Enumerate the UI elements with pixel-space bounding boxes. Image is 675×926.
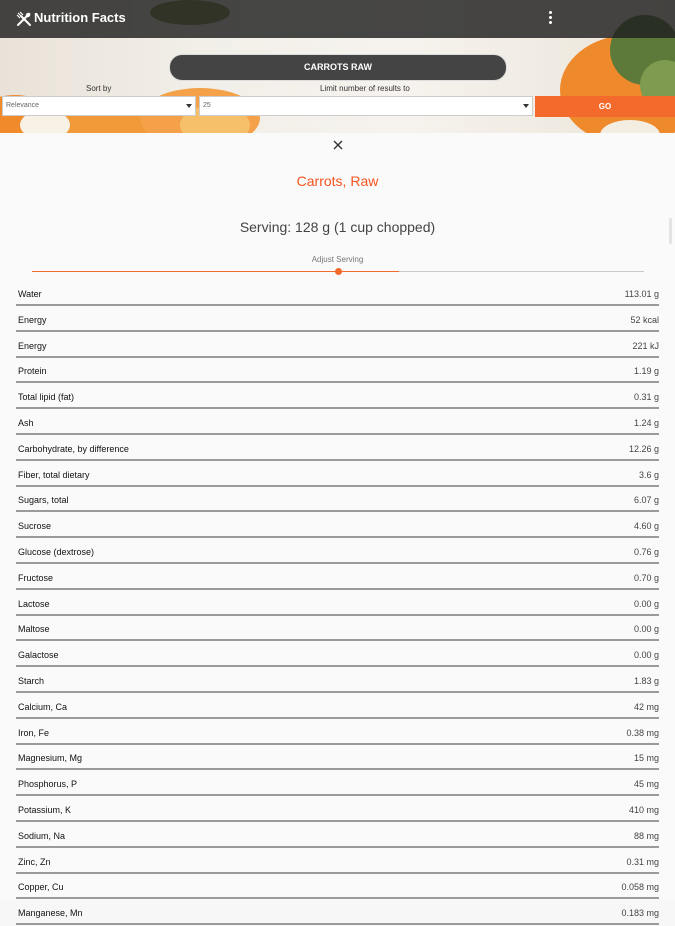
- limit-value: 25: [203, 102, 211, 109]
- nutrient-name: Energy: [18, 340, 47, 351]
- nutrient-row: [16, 668, 659, 693]
- scrollbar[interactable]: [669, 218, 672, 244]
- nutrient-row: [16, 720, 659, 745]
- nutrient-list: [16, 281, 659, 926]
- nutrient-row: [16, 281, 659, 306]
- nutrient-name: Zinc, Zn: [18, 856, 51, 867]
- slider-thumb[interactable]: [335, 268, 342, 275]
- nutrient-row: [16, 591, 659, 616]
- nutrient-value: 1.24 g: [633, 417, 659, 428]
- limit-select[interactable]: [199, 96, 533, 116]
- nutrient-row: [16, 642, 659, 667]
- nutrient-name: Potassium, K: [18, 804, 72, 815]
- nutrition-detail-panel: [0, 133, 675, 919]
- nutrient-value: 0.31 g: [633, 392, 659, 403]
- go-button[interactable]: GO: [535, 96, 675, 117]
- nutrient-value: 88 mg: [633, 830, 659, 841]
- sort-select[interactable]: [2, 96, 196, 116]
- header-background: [0, 0, 675, 133]
- sort-label: Sort by: [86, 84, 112, 93]
- nutrient-value: 42 mg: [633, 701, 659, 712]
- adjust-serving-label: Adjust Serving: [311, 255, 364, 264]
- slider-fill: [32, 271, 399, 272]
- sort-value: Relevance: [6, 102, 40, 109]
- nutrient-row: [16, 410, 659, 435]
- nutrient-value: 3.6 g: [638, 469, 659, 480]
- nutrient-value: 410 mg: [628, 804, 659, 815]
- nutrient-value: 45 mg: [633, 779, 659, 790]
- nutrient-row: [16, 358, 659, 383]
- food-title: Carrots, Raw: [296, 173, 379, 189]
- nutrient-value: 0.70 g: [633, 572, 659, 583]
- nutrient-row: [16, 900, 659, 925]
- nutrient-name: Total lipid (fat): [18, 392, 75, 403]
- nutrient-row: [16, 823, 659, 848]
- nutrient-row: [16, 333, 659, 358]
- serving-text: Serving: 128 g (1 cup chopped): [239, 219, 436, 235]
- nutrient-value: 12.26 g: [628, 443, 659, 454]
- nutrient-name: Glucose (dextrose): [18, 546, 95, 557]
- nutrient-row: [16, 384, 659, 409]
- serving-slider[interactable]: [32, 267, 644, 275]
- nutrient-value: 1.19 g: [633, 366, 659, 377]
- nutrient-name: Manganese, Mn: [18, 908, 83, 919]
- nutrient-name: Maltose: [18, 624, 50, 635]
- nutrient-row: [16, 436, 659, 461]
- app-bar: [0, 0, 675, 38]
- nutrient-name: Starch: [18, 675, 45, 686]
- nutrient-row: [16, 694, 659, 719]
- nutrient-row: [16, 771, 659, 796]
- nutrient-row: [16, 513, 659, 538]
- app-title: Nutrition Facts: [34, 10, 126, 25]
- nutrient-row: [16, 745, 659, 770]
- nutrient-row: [16, 307, 659, 332]
- nutrient-name: Sodium, Na: [18, 830, 66, 841]
- nutrient-row: [16, 616, 659, 641]
- nutrient-value: 0.76 g: [633, 546, 659, 557]
- limit-label: Limit number of results to: [320, 84, 410, 93]
- nutrient-name: Fructose: [18, 572, 54, 583]
- nutrient-value: 0.183 mg: [621, 908, 659, 919]
- nutrient-name: Ash: [18, 417, 34, 428]
- nutrient-row: [16, 539, 659, 564]
- nutrient-name: Magnesium, Mg: [18, 753, 83, 764]
- utensils-icon: [16, 11, 32, 27]
- nutrient-name: Sucrose: [18, 521, 52, 532]
- nutrient-row: [16, 487, 659, 512]
- nutrient-value: 113.01 g: [624, 289, 659, 299]
- dropdown-arrow-icon: [186, 104, 192, 108]
- dropdown-arrow-icon: [523, 104, 529, 108]
- nutrient-value: 0.00 g: [633, 624, 659, 635]
- nutrient-name: Calcium, Ca: [18, 701, 68, 712]
- nutrient-name: Galactose: [18, 650, 59, 661]
- nutrient-row: [16, 565, 659, 590]
- nutrient-value: 6.07 g: [633, 495, 659, 506]
- nutrient-value: 221 kJ: [632, 340, 659, 351]
- more-vert-icon[interactable]: [544, 10, 556, 28]
- nutrient-row: [16, 874, 659, 899]
- nutrient-name: Sugars, total: [18, 495, 69, 506]
- close-icon[interactable]: [331, 138, 345, 152]
- nutrient-value: 0.058 mg: [621, 882, 659, 893]
- nutrient-name: Fiber, total dietary: [18, 469, 90, 480]
- nutrient-row: [16, 849, 659, 874]
- nutrient-row: [16, 462, 659, 487]
- nutrient-name: Copper, Cu: [18, 882, 64, 893]
- nutrient-name: Protein: [18, 366, 47, 377]
- nutrient-row: [16, 797, 659, 822]
- nutrient-value: 4.60 g: [633, 521, 659, 532]
- nutrient-value: 0.31 mg: [626, 856, 659, 867]
- nutrient-value: 0.00 g: [633, 598, 659, 609]
- nutrient-name: Carbohydrate, by difference: [18, 443, 129, 454]
- nutrient-value: 52 kcal: [630, 314, 659, 325]
- nutrient-value: 1.83 g: [633, 675, 659, 686]
- search-input[interactable]: CARROTS RAW: [169, 54, 507, 81]
- nutrient-name: Phosphorus, P: [18, 779, 78, 790]
- nutrient-name: Iron, Fe: [18, 727, 50, 738]
- nutrient-value: 0.38 mg: [626, 727, 659, 738]
- nutrient-value: 0.00 g: [633, 650, 659, 661]
- nutrient-name: Water: [18, 289, 42, 299]
- nutrient-value: 15 mg: [633, 753, 659, 764]
- nutrient-name: Energy: [18, 314, 47, 325]
- nutrient-name: Lactose: [18, 598, 50, 609]
